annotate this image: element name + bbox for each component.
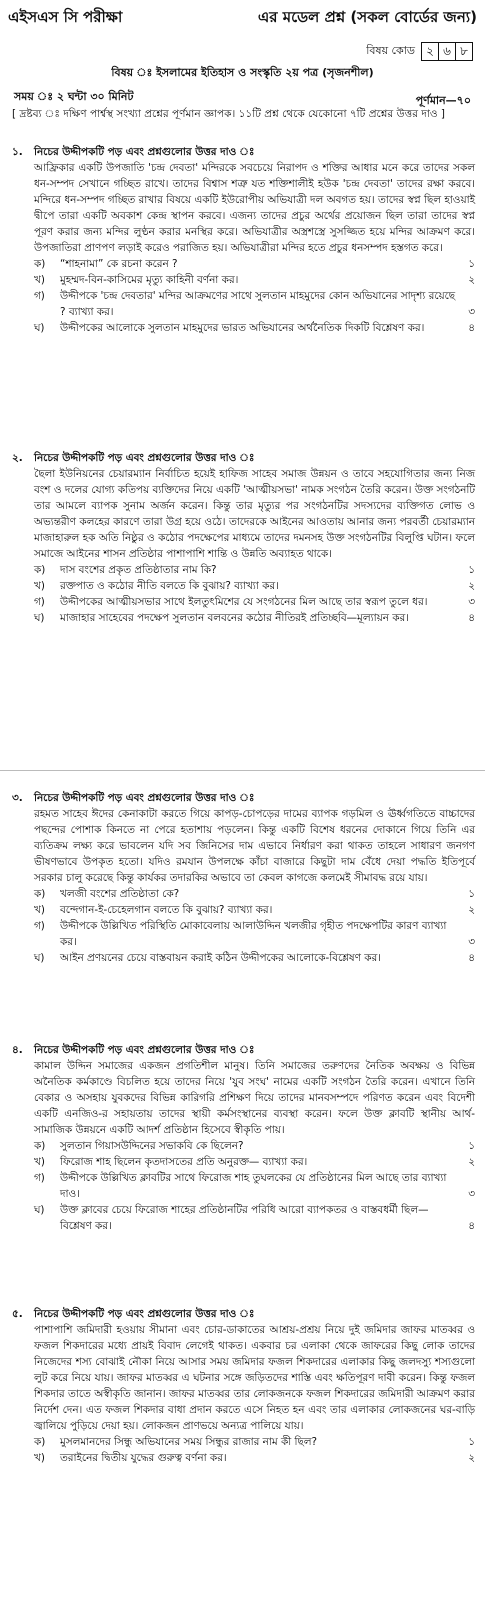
sub-question-mark: ৪ <box>468 1220 475 1232</box>
sub-question-text: উদ্দীপকে উল্লিখিত পরিস্থিতি মোকাবেলায় আলাউদ্দিন খলজীর গৃহীত পদক্ষেপটির কারণ ব্যাখ্যা কর। <box>60 920 447 948</box>
sub-question-label: ক) <box>34 258 46 270</box>
sub-question-mark: ২ <box>468 1452 475 1464</box>
sub-question-mark: ৪ <box>468 322 475 334</box>
exam-title: এইসএস সি পরীক্ষা <box>8 8 123 26</box>
sub-question-mark: ৪ <box>468 612 475 624</box>
question-1 <box>12 144 475 336</box>
question-stem: আফ্রিকার একটি উপজাতি 'চন্দ্র দেবতা' মন্দিরকে সবচেয়ে নিরাপদ ও শক্তির আধার মনে করে তাদের সকল ধন-সম্পদ সেখানে গচ্ছিত রাখে। তাদের বিশ্বাস শত্রু যত শক্তিশালীই হউক 'চন্দ্র দেবতা' তাদের রক্ষা করবে। মন্দিরে ধন-সম্পদ গচ্ছিত রাখার বিষয়ে একটি ইউরোপীয় অভিযাত্রী দল অবগত হয়। তাদের স্বপ্ন ছিল হাওয়াই দ্বীপে তারা একটি অবকাশ কেন্দ্র স্থাপন করবে। এজন্য তাদের প্রচুর অর্থের প্রয়োজন ছিল তারা তাদের স্বপ্ন পূরণ করার জন্য মন্দির লুণ্ঠন করার মনস্থির করে। অভিযাত্রীর অস্ত্রশস্ত্রে সুসজ্জিত হয়ে মন্দির আক্রমণ করে। উপজাতিরা প্রাণপণ লড়াই করেও পরাজিত হয়। অভিযাত্রীরা মন্দির হতে প্রচুর ধনসম্পদ হস্তগত করে। <box>34 162 475 254</box>
sub-question <box>34 256 475 272</box>
subject-code-digit: ৬ <box>439 43 456 60</box>
question-instruction: নিচের উদ্দীপকটি পড় এবং প্রশ্নগুলোর উত্তর দাও ঃ <box>34 452 255 464</box>
sub-question-mark: ৩ <box>468 1188 475 1200</box>
sub-question-mark: ১ <box>468 888 475 900</box>
sub-question <box>34 288 475 320</box>
subject-code-digit: ৮ <box>460 44 468 58</box>
page-sheet-1 <box>0 0 485 770</box>
sub-question-text: উদ্দীপকে 'চন্দ্র দেবতার' মন্দির আক্রমণের সাথে সুলতান মাহমুদের কোন অভিযানের সাদৃশ্য রয়েছে ? ব্যাখ্যা কর। <box>60 290 456 318</box>
sub-question-text: আইন প্রণয়নের চেয়ে বাস্তবায়ন করাই কঠিন উদ্দীপকের আলোকে-বিশ্লেষণ কর। <box>60 952 381 964</box>
question-instruction: নিচের উদ্দীপকটি পড় এবং প্রশ্নগুলোর উত্তর দাও ঃ <box>34 1308 255 1320</box>
sub-question-label: খ) <box>34 904 45 916</box>
sub-question-mark: ৩ <box>468 596 475 608</box>
sub-question-mark: ৩ <box>468 936 475 948</box>
exam-subtitle: এর মডেল প্রশ্ন (সকল বোর্ডের জন্য) <box>257 8 477 26</box>
sub-question-label: ঘ) <box>34 1204 45 1216</box>
question-instruction: নিচের উদ্দীপকটি পড় এবং প্রশ্নগুলোর উত্তর দাও ঃ <box>34 792 255 804</box>
total-marks: পূর্ণমান—৭০ <box>415 94 471 107</box>
subject-code <box>366 42 473 61</box>
question-number: ৪. <box>12 1044 23 1056</box>
sub-question-text: দাস বংশের প্রকৃত প্রতিষ্ঠাতার নাম কি? <box>60 564 217 576</box>
sub-question-text: উদ্দীপকের আত্মীয়সভার সাথে ইলতুৎমিশের যে সংগঠনের মিল আছে তার স্বরূপ তুলে ধর। <box>60 596 428 608</box>
sub-question-text: উক্ত ক্লাবের চেয়ে ফিরোজ শাহের প্রতিষ্ঠানটির পরিধি আরো ব্যাপকতর ও বাস্তবধর্মী ছিল— বিশ্লেষণ কর। <box>60 1204 429 1232</box>
sub-question-text: বন্দেগান-ই-চেহেলগান বলতে কি বুঝায়? ব্যাখ্যা কর। <box>60 904 273 916</box>
sub-question-label: গ) <box>34 290 45 302</box>
subject-code-boxes <box>421 42 473 61</box>
sub-question <box>34 918 475 950</box>
sub-question-mark: ১ <box>468 258 475 270</box>
sub-question-text: তরাইনের দ্বিতীয় যুদ্ধের গুরুত্ব বর্ণনা কর। <box>60 1452 227 1464</box>
sub-question-label: ক) <box>34 1436 46 1448</box>
sub-question-label: খ) <box>34 580 45 592</box>
sub-question <box>34 1202 475 1234</box>
sub-question-label: খ) <box>34 274 45 286</box>
sub-question-label: ঘ) <box>34 322 45 334</box>
question-2 <box>12 450 475 626</box>
sub-question-label: গ) <box>34 596 45 608</box>
exam-title-row <box>8 4 477 30</box>
sub-question-label: খ) <box>34 1156 45 1168</box>
sub-question-label: ক) <box>34 888 46 900</box>
sub-question-text: রক্তপাত ও কঠোর নীতি বলতে কি বুঝায়? ব্যাখ্যা কর। <box>60 580 279 592</box>
sub-question-label: ক) <box>34 1140 46 1152</box>
sub-question-mark: ১ <box>468 1436 475 1448</box>
sub-question <box>34 562 475 578</box>
sub-question <box>34 594 475 610</box>
question-number: ২. <box>12 452 23 464</box>
sub-question-mark: ৪ <box>468 952 475 964</box>
sub-question-text: মুসলমানদের সিন্ধু অভিযানের সময় সিন্ধুর রাজার নাম কী ছিল? <box>60 1436 318 1448</box>
sub-question-mark: ২ <box>468 904 475 916</box>
question-number: ১. <box>12 146 23 158</box>
instructions-note: [ দ্রষ্টব্য ঃ দক্ষিণ পার্শ্বস্থ সংখ্যা প্রশ্নের পূর্ণমান জ্ঞাপক। ১১টি প্রশ্ন থেকে যেকোনো ৭টি প্রশ্নের উত্তর দাও ] <box>12 108 446 120</box>
exam-time: সময় ঃ ২ ঘন্টা ৩০ মিনিট <box>14 90 134 103</box>
sub-question <box>34 1434 475 1450</box>
subject-title: বিষয় ঃ ইসলামের ইতিহাস ও সংস্কৃতি ২য় পত্র (সৃজনশীল) <box>111 66 374 79</box>
question-stem: পাশাপাশি জমিদারী হওয়ায় সীমানা এবং চোর-ডাকাতের আশ্রয়-প্রশ্রয় নিয়ে দুই জমিদার জাফর মাতব্বর ও ফজল শিকদারের মধ্যে প্রায়ই বিবাদ লেগেই থাকত। একবার চর এলাকা থেকে জাফরের কিছু লোক তাদের নিজেদের শস্য বোঝাই নৌকা নিয়ে আসার সময় জমিদার ফজল শিকদারের এলাকার কিছু জলদস্যু শস্যগুলো লুট করে নিয়ে যায়। জাফর মাতব্বর এ ঘটনার সঙ্গে জড়িতদের শাস্তি এবং ক্ষতিপূরণ দাবী করেন। কিন্তু ফজল শিকদার তাতে অস্বীকৃতি জানান। জাফর মাতব্বর তার লোকজনকে ফজল শিকদারের জমিদারী আক্রমণ করার নির্দেশ দেন। এত ফজল শিকদার বাধা প্রদান করতে এসে নিহত হন এবং তার এলাকার লোকজনের ঘর-বাড়ি জ্বালিয়ে পুড়িয়ে দেয়া হয়। লোকজন প্রাণভয়ে অন্যত্র পালিয়ে যায়। <box>34 1324 475 1432</box>
sub-question-text: উদ্দীপকের আলোকে সুলতান মাহমুদের ভারত অভিযানের অর্থনৈতিক দিকটি বিশ্লেষণ কর। <box>60 322 425 334</box>
sub-question <box>34 578 475 594</box>
sub-question <box>34 902 475 918</box>
sub-question <box>34 1450 475 1466</box>
sub-question-mark: ২ <box>468 580 475 592</box>
sub-question-text: মাজাহার সাহেবের পদক্ষেপ সুলতান বলবনের কঠোর নীতিরই প্রতিচ্ছবি—মূল্যায়ন কর। <box>60 612 409 624</box>
sub-question-label: গ) <box>34 1172 45 1184</box>
sub-question-mark: ২ <box>468 274 475 286</box>
sub-question-label: খ) <box>34 1452 45 1464</box>
question-number: ৫. <box>12 1308 23 1320</box>
sub-question-mark: ২ <box>468 1156 475 1168</box>
sub-question-text: সুলতান গিয়াসউদ্দিনের সভাকবি কে ছিলেন? <box>60 1140 244 1152</box>
sub-question-label: ঘ) <box>34 952 45 964</box>
sub-question-label: ঘ) <box>34 612 45 624</box>
page-sheet-2 <box>0 786 485 1600</box>
sub-question-text: ফিরোজ শাহ ছিলেন কৃতদাসতের প্রতি অনুরক্ত— ব্যাখ্যা কর। <box>60 1156 308 1168</box>
sub-question <box>34 950 475 966</box>
question-4 <box>12 1042 475 1234</box>
sub-question <box>34 610 475 626</box>
sub-question-text: উদ্দীপকে উল্লিখিত ক্লাবটির সাথে ফিরোজ শাহ তুঘলকের যে প্রতিষ্ঠানের মিল আছে তার ব্যাখ্যা দাও। <box>60 1172 447 1200</box>
sub-question <box>34 1138 475 1154</box>
sub-question <box>34 272 475 288</box>
sub-question-label: গ) <box>34 920 45 932</box>
question-instruction: নিচের উদ্দীপকটি পড় এবং প্রশ্নগুলোর উত্তর দাও ঃ <box>34 146 255 158</box>
sub-question-label: ক) <box>34 564 46 576</box>
question-3 <box>12 790 475 966</box>
sub-question <box>34 1170 475 1202</box>
question-stem: ছৈলা ইউনিয়নের চেয়ারম্যান নির্বাচিত হয়েই হাফিজ সাহেব সমাজ উন্নয়ন ও তাবে সহযোগিতার জন্য নিজ বংশ ও দলের যোগ্য কতিপয় ব্যক্তিদের নিয়ে একটি 'আত্মীয়সভা' নামক সংগঠন তৈরি করেন। উক্ত সংগঠনটি তার আমলে ব্যাপক সুনাম অর্জন করেন। কিন্তু তার মৃত্যুর পর সংগঠনটির সদস্যদের ব্যক্তিগত লোভ ও অভ্যন্তরীণ কলহের কারণে তারা উগ্র হয়ে ওঠে। তাদেরকে আইনের আওতায় আনার জন্য পরবর্তী চেয়ারম্যান মাজাহারুল হক অতি নিষ্ঠুর ও কঠোর পদক্ষেপের মাধ্যমে তাদের দমনসহ উক্ত সংগঠনটির বিলুপ্তি ঘটান। ফলে সমাজে আইনের শাসন প্রতিষ্ঠার পাশাপাশি শান্তি ও উন্নতি অব্যাহত থাকে। <box>34 468 475 560</box>
sub-question-text: “শাহনামা” কে রচনা করেন ? <box>60 258 178 270</box>
subject-code-digit: ২ <box>422 43 439 60</box>
sub-question-mark: ৩ <box>468 306 475 318</box>
sub-question-mark: ১ <box>468 1140 475 1152</box>
subject-code-label: বিষয় কোড <box>366 44 415 57</box>
question-number: ৩. <box>12 792 23 804</box>
question-stem: কামাল উদ্দিন সমাজের একজন প্রগতিশীল মানুষ। তিনি সমাজের তরুণদের নৈতিক অবক্ষয় ও বিভিন্ন অনৈতিক কর্মকাণ্ডে বিচলিত হয়ে তাদের নিয়ে 'যুব সংঘ' নামের একটি সংগঠন তৈরি করেন। এখানে তিনি বেকার ও অসহায় যুবকদের বিভিন্ন কারিগরি প্রশিক্ষণ দিয়ে তাদের মানবসম্পদে পরিণত করেন এবং বিদেশী একটি এনজিও-র সহায়তায় তাদের স্থায়ী কর্মসংস্থানের ব্যবস্থা করেন। ফলে উক্ত ক্লাবটি স্থানীয় আর্থ-সামাজিক উন্নয়নে একটি আদর্শ প্রতিষ্ঠান হিসেবে স্বীকৃতি পায়। <box>34 1060 475 1136</box>
sub-question <box>34 320 475 336</box>
question-5 <box>12 1306 475 1466</box>
question-stem: রহমত সাহেব ঈদের কেনাকাটা করতে গিয়ে কাপড়-চোপড়ের দামের ব্যাপক গড়মিল ও ঊর্ধ্বগতিতে বাচ্চাদের পছন্দের পোশাক কিনতে না পেরে হতাশায় পড়লেন। কিন্তু একটি বিশেষ ধরনের দোকানে গিয়ে তিনি এর ব্যতিক্রম লক্ষ্য করে ভাবলেন যদি সব জিনিসের দাম এভাবে নির্ধারণ করা থাকত তাহলে সাধারণ জনগণ ভীষণভাবে উপকৃত হতো। যদিও রমযান উপলক্ষে কাঁচা বাজারে কিছুটা দাম বেঁধে দেয়া পদ্ধতি ইতিপূর্বে সরকার চালু করেছে কিন্তু কার্যকর তদারকির অভাবে তা কেবল কাগজে কলমেই সীমাবদ্ধ রয়ে যায়। <box>34 808 475 884</box>
sub-question-text: মুহম্মদ-বিন-কাসিমের মৃত্যু কাহিনী বর্ণনা কর। <box>60 274 239 286</box>
sub-question <box>34 1154 475 1170</box>
sub-question-mark: ১ <box>468 564 475 576</box>
question-instruction: নিচের উদ্দীপকটি পড় এবং প্রশ্নগুলোর উত্তর দাও ঃ <box>34 1044 255 1056</box>
sub-question-text: খলজী বংশের প্রতিষ্ঠাতা কে? <box>60 888 180 900</box>
sub-question <box>34 886 475 902</box>
